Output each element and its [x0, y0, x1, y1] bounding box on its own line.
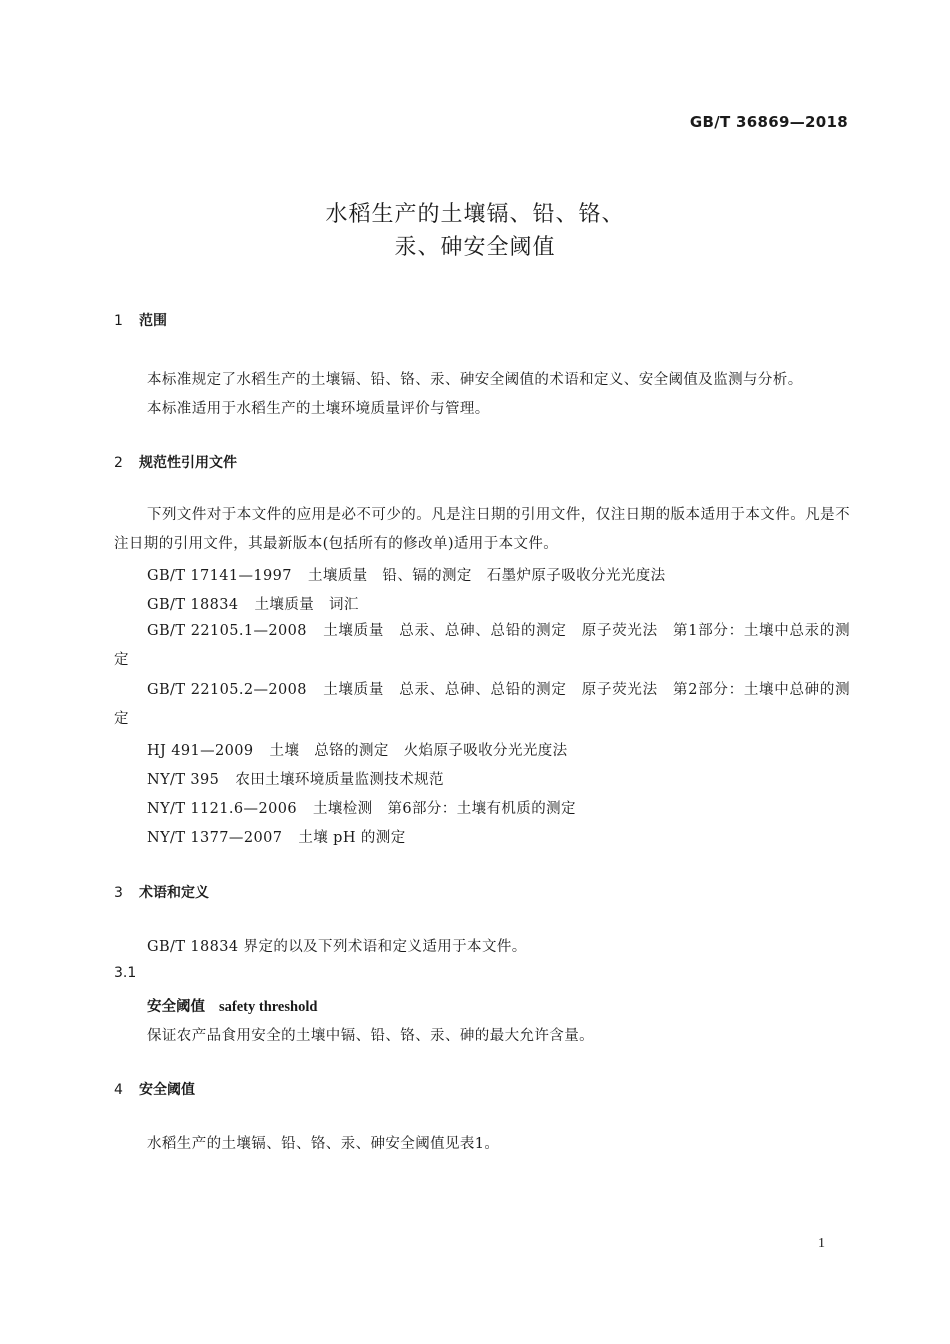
reference-title: 农田土壤环境质量监测技术规范 — [235, 772, 444, 788]
reference-item — [147, 739, 568, 760]
reference-code: HJ 491—2009 — [147, 743, 254, 759]
standard-number: GB/T 36869—2018 — [689, 113, 848, 131]
term-english: safety threshold — [219, 999, 318, 1015]
reference-code: NY/T 1121.6—2006 — [147, 801, 297, 817]
reference-item — [114, 617, 850, 675]
document-title-line2: 汞、砷安全阈值 — [394, 235, 556, 260]
term-chinese: 安全阈值 — [147, 999, 205, 1015]
section-3-intro: GB/T 18834 界定的以及下列术语和定义适用于本文件。 — [147, 939, 527, 955]
reference-item — [114, 676, 850, 734]
page-number: 1 — [818, 1236, 825, 1251]
reference-code: NY/T 395 — [147, 772, 220, 788]
reference-title: 土壤 pH 的测定 — [298, 830, 406, 846]
section-title: 规范性引用文件 — [139, 455, 237, 471]
section-number: 3 — [114, 885, 123, 901]
section-1-paragraph-1: 本标准规定了水稻生产的土壤镉、铅、铬、汞、砷安全阈值的术语和定义、安全阈值及监测与分析。 — [147, 372, 803, 388]
section-4-paragraph-1: 水稻生产的土壤镉、铅、铬、汞、砷安全阈值见表1。 — [147, 1136, 500, 1152]
section-number: 1 — [114, 313, 123, 329]
reference-title: 土壤质量 总汞、总砷、总铅的测定 原子荧光法 第2部分：土壤中总砷的测定 — [114, 682, 850, 727]
reference-item — [147, 797, 576, 818]
section-2-heading — [114, 452, 237, 472]
reference-item — [147, 593, 359, 614]
reference-code: GB/T 17141—1997 — [147, 568, 292, 584]
section-1-heading — [114, 310, 167, 330]
reference-title: 土壤检测 第6部分：土壤有机质的测定 — [312, 801, 576, 817]
section-number: 2 — [114, 455, 123, 471]
reference-code: GB/T 22105.1—2008 — [147, 623, 307, 639]
reference-code: NY/T 1377—2007 — [147, 830, 283, 846]
section-4-heading — [114, 1079, 195, 1099]
document-title-line1: 水稻生产的土壤镉、铅、铬、 — [325, 202, 625, 227]
section-title: 安全阈值 — [139, 1082, 195, 1098]
section-title: 术语和定义 — [139, 885, 209, 901]
reference-title: 土壤质量 词汇 — [254, 597, 359, 613]
section-2-intro: 下列文件对于本文件的应用是必不可少的。凡是注日期的引用文件，仅注日期的版本适用于本文件。凡是不注日期的引用文件，其最新版本(包括所有的修改单)适用于本文件。 — [114, 507, 850, 552]
reference-title: 土壤质量 总汞、总砷、总铅的测定 原子荧光法 第1部分：土壤中总汞的测定 — [114, 623, 850, 668]
section-3-heading — [114, 882, 209, 902]
section-title: 范围 — [139, 313, 167, 329]
reference-title: 土壤 总铬的测定 火焰原子吸收分光光度法 — [269, 743, 568, 759]
term-heading — [147, 995, 317, 1016]
term-definition: 保证农产品食用安全的土壤中镉、铅、铬、汞、砷的最大允许含量。 — [147, 1028, 594, 1044]
reference-code: GB/T 18834 — [147, 597, 239, 613]
reference-title: 土壤质量 铅、镉的测定 石墨炉原子吸收分光光度法 — [307, 568, 666, 584]
reference-code: GB/T 22105.2—2008 — [147, 682, 307, 698]
reference-item — [147, 768, 444, 789]
section-1-paragraph-2: 本标准适用于水稻生产的土壤环境质量评价与管理。 — [147, 401, 490, 417]
reference-item — [147, 564, 666, 585]
section-number: 4 — [114, 1082, 123, 1098]
reference-item — [147, 826, 406, 847]
term-number: 3.1 — [114, 965, 137, 981]
